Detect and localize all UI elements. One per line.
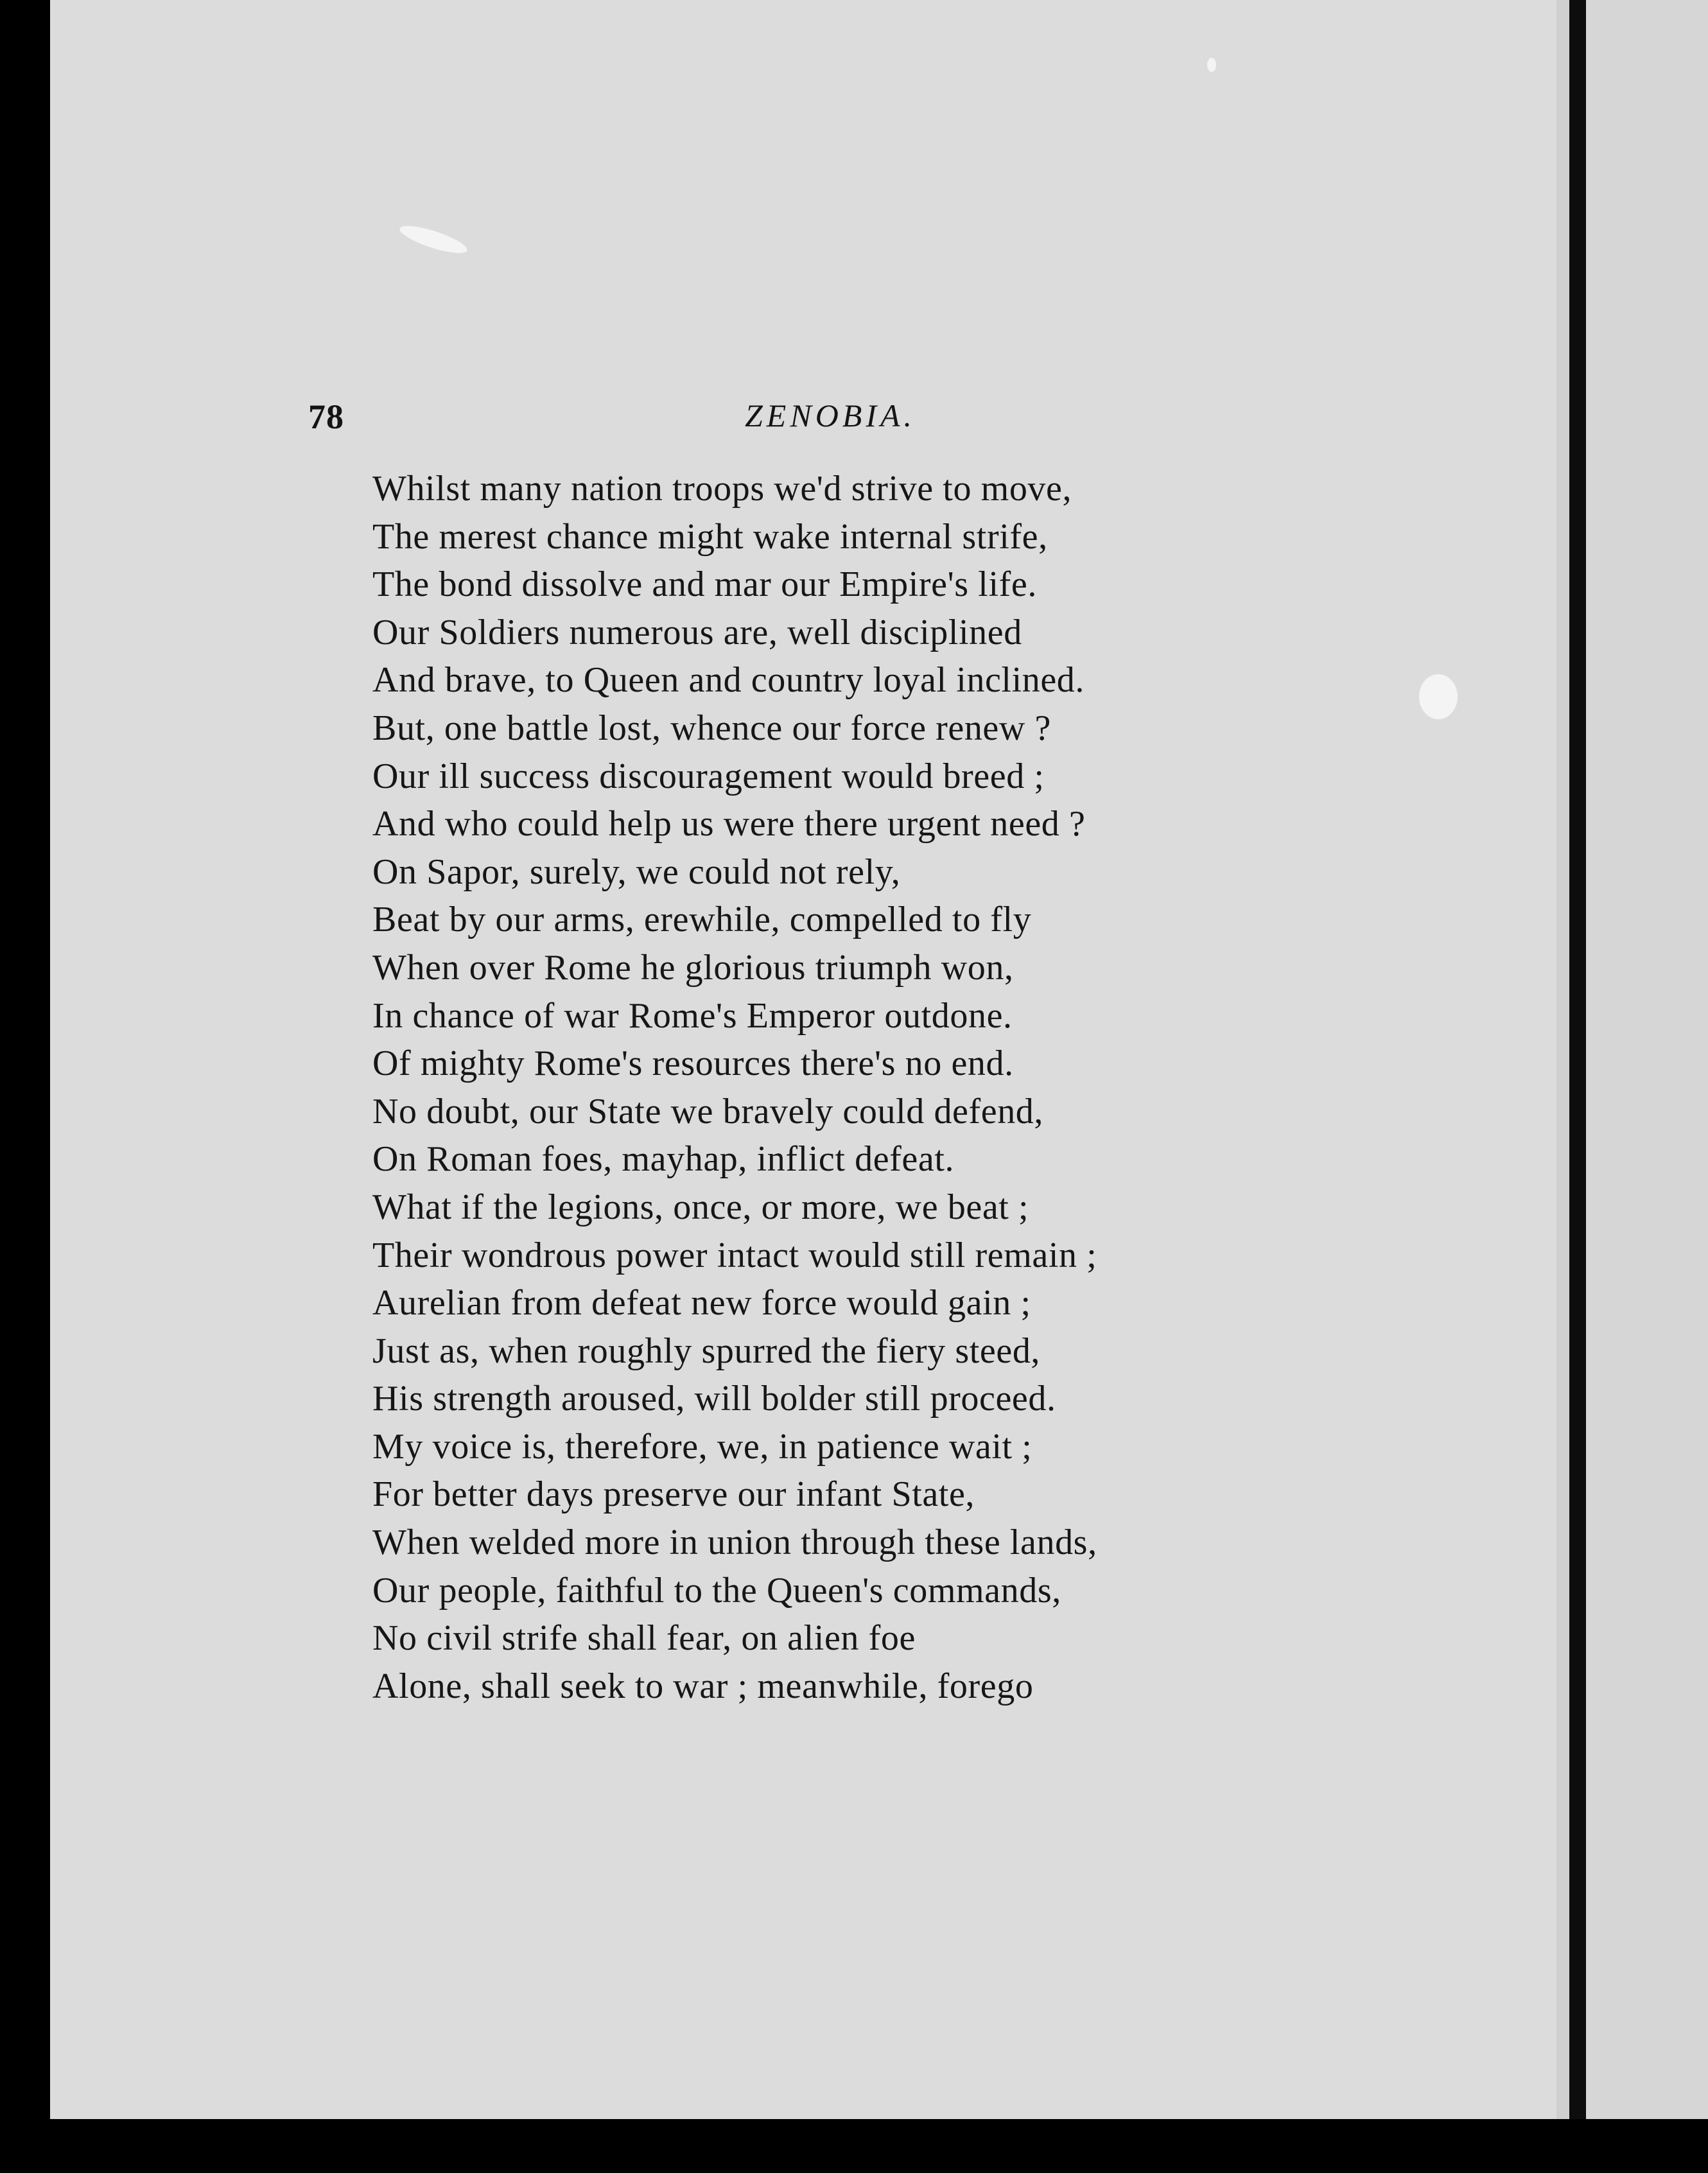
- poem-line: For better days preserve our infant State,: [372, 1474, 975, 1515]
- poem-text: [372, 465, 1297, 1710]
- poem-line: When welded more in union through these lands,: [372, 1523, 1097, 1563]
- poem-line: Just as, when roughly spurred the fiery steed,: [372, 1331, 1041, 1371]
- running-title: ZENOBIA.: [745, 397, 916, 433]
- page-gutter: [1556, 0, 1569, 2173]
- poem-line: When over Rome he glorious triumph won,: [372, 947, 1014, 988]
- poem-line: The merest chance might wake internal strife,: [372, 516, 1048, 557]
- scan-speck: [1207, 58, 1216, 72]
- facing-page-edge: [1586, 0, 1708, 2173]
- scan-bottom-shadow: [50, 2119, 1708, 2173]
- poem-line: Of mighty Rome's resources there's no end.: [372, 1043, 1014, 1084]
- poem-line: Whilst many nation troops we'd strive to move,: [372, 469, 1072, 509]
- poem-line: Beat by our arms, erewhile, compelled to fly: [372, 900, 1032, 940]
- poem-line: Their wondrous power intact would still remain ;: [372, 1235, 1097, 1275]
- poem-line: Our people, faithful to the Queen's commands,: [372, 1570, 1061, 1610]
- running-head: [308, 397, 1284, 448]
- poem-line: No doubt, our State we bravely could defend,: [372, 1091, 1044, 1131]
- poem-line: My voice is, therefore, we, in patience wait ;: [372, 1426, 1033, 1467]
- scan-speck: [1419, 674, 1458, 719]
- poem-line: The bond dissolve and mar our Empire's life.: [372, 564, 1037, 605]
- poem-line: On Roman foes, mayhap, inflict defeat.: [372, 1139, 955, 1180]
- poem-line: Alone, shall seek to war ; meanwhile, forego: [372, 1666, 1034, 1706]
- page-number: 78: [308, 397, 344, 436]
- poem-line: His strength aroused, will bolder still proceed.: [372, 1379, 1056, 1419]
- poem-line: But, one battle lost, whence our force renew ?: [372, 708, 1051, 748]
- poem-line: In chance of war Rome's Emperor outdone.: [372, 995, 1013, 1036]
- book-spine-shadow: [1569, 0, 1586, 2173]
- poem-line: Our Soldiers numerous are, well disciplined: [372, 612, 1022, 652]
- poem-line: What if the legions, once, or more, we beat ;: [372, 1187, 1029, 1227]
- poem-line: On Sapor, surely, we could not rely,: [372, 851, 901, 892]
- poem-line: And who could help us were there urgent need ?: [372, 804, 1086, 844]
- poem-line: No civil strife shall fear, on alien foe: [372, 1618, 916, 1659]
- poem-line: Aurelian from defeat new force would gain ;: [372, 1283, 1031, 1323]
- poem-line: Our ill success discouragement would breed ;: [372, 756, 1045, 796]
- poem-line: And brave, to Queen and country loyal inclined.: [372, 660, 1085, 701]
